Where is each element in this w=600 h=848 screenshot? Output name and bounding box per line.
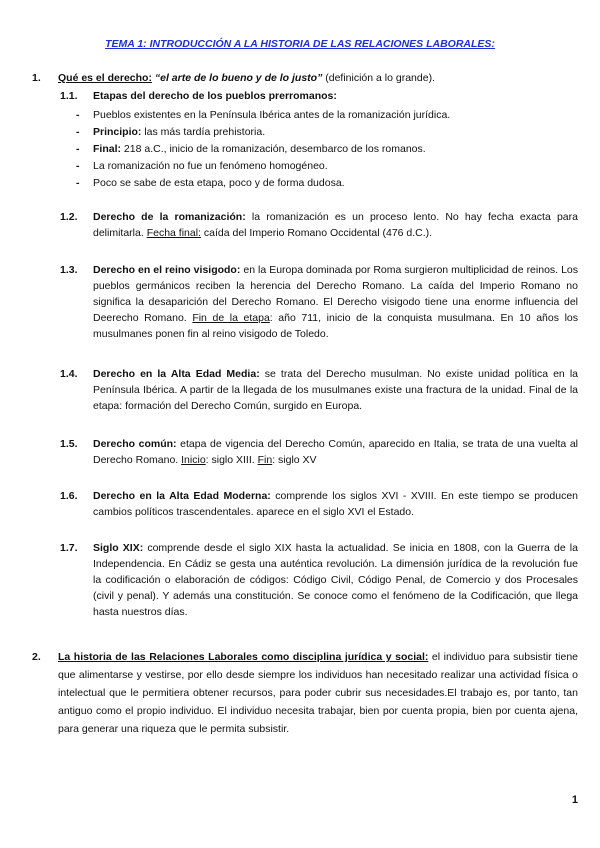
list-item: - Pueblos existentes en la Península Ibérica antes de la romanización jurídica.: [76, 109, 451, 121]
subsection-1-3: 1.3. Derecho en el reino visigodo: en la Europa dominada por Roma surgieron multiplicidad de reinos. Los pueblos germánicos reciben la herencia del Derecho Romano. La caída del Imperio Romano no significa la desaparición del Derecho Romano. El Derecho visigodo tiene una enorme influencia del Deerecho Romano. Fin de la etapa: año 711, inicio de la conquista musulmana. En 10 años los musulmanes ponen fin al reino visigodo de Toledo.: [60, 264, 579, 340]
subsection-number: 1.5.: [60, 438, 78, 450]
subsection-number: 1.6.: [60, 490, 78, 502]
section-number: 2.: [32, 651, 41, 663]
section-heading: Qué es el derecho:: [58, 72, 152, 84]
section-quote: “el arte de lo bueno y de lo justo”: [154, 72, 323, 84]
list-item: - La romanización no fue un fenómeno homogéneo.: [76, 160, 328, 172]
inline-underline: Fecha final:: [146, 227, 201, 239]
subsection-number: 1.1.: [60, 90, 78, 102]
section-number: 1.: [32, 72, 41, 84]
subsection-1-4: 1.4. Derecho en la Alta Edad Media: se trata del Derecho musulman. No existe unidad política en la Península Ibérica. A partir de la llegada de los musulmanes existe una fractura de la unidad. Final de la etapa: formación del Derecho Común, surgido en Europa.: [60, 368, 579, 412]
inline-underline: Inicio: [181, 454, 206, 466]
inline-underline: Fin de la etapa: [192, 312, 270, 324]
subsection-heading: Etapas del derecho de los pueblos prerromanos:: [93, 90, 337, 102]
inline-underline: Fin: [257, 454, 273, 466]
list-item: - Final: 218 a.C., inicio de la romanización, desembarco de los romanos.: [76, 143, 426, 155]
subsection-number: 1.3.: [60, 264, 78, 276]
subsection-number: 1.2.: [60, 211, 78, 223]
page-number: 1: [571, 794, 578, 806]
document-title: TEMA 1: INTRODUCCIÓN A LA HISTORIA DE LAS RELACIONES LABORALES:: [105, 38, 495, 50]
section-tail: (definición a lo grande).: [322, 72, 435, 84]
subsection-1-2: 1.2. Derecho de la romanización: la romanización es un proceso lento. No hay fecha exacta para delimitarla. Fecha final: caída del Imperio Romano Occidental (476 d.C.).: [60, 211, 578, 239]
subsection-1-6: 1.6. Derecho en la Alta Edad Moderna: comprende los siglos XVI - XVIII. En este tiempo se producen cambios políticos trascendentales. aparece en el siglo XVI el Estado.: [60, 490, 578, 518]
section-heading: La historia de las Relaciones Laborales como disciplina jurídica y social:: [58, 651, 429, 663]
subsection-1-7: 1.7. Siglo XIX: comprende desde el siglo XIX hasta la actualidad. Se inicia en 1808, con la Guerra de la Independencia. En Cádiz se gesta una auténtica revolución. La dimensión jurídica de la revolución fue la codificación o elaboración de códigos: Código Civil, Código Penal, de Comercio y dos Procesales (civil y penal). Y además una constitución. Se conoce como el fenómeno de la Codificación, que llega hasta nuestros días.: [60, 542, 578, 618]
subsection-heading: Derecho en el reino visigodo:: [93, 264, 241, 276]
subsection-number: 1.7.: [60, 542, 78, 554]
subsection-heading: Derecho en la Alta Edad Media:: [93, 368, 260, 380]
subsection-number: 1.4.: [60, 368, 78, 380]
section-1-heading: [32, 71, 577, 86]
list-item: - Poco se sabe de esta etapa, poco y de forma dudosa.: [76, 177, 345, 189]
list-item: - Principio: las más tardía prehistoria.: [76, 126, 266, 138]
subsection-heading: Derecho en la Alta Edad Moderna:: [93, 490, 271, 502]
bullet-list: [76, 107, 576, 192]
subsection-1-5: 1.5. Derecho común: etapa de vigencia del Derecho Común, aparecido en Italia, se trata de una vuelta al Derecho Romano. Inicio: siglo XIII. Fin: siglo XV: [60, 438, 578, 466]
subsection-heading: Derecho común:: [93, 438, 177, 450]
subsection-heading: Siglo XIX:: [93, 542, 144, 554]
subsection-heading: Derecho de la romanización:: [93, 211, 246, 223]
section-2: 2. La historia de las Relaciones Laborales como disciplina jurídica y social: el individuo para subsistir tiene que alimentarse y vestirse, por ello desde siempre los individuos han necesitado realizar una actividad física o intelectual que le permitiera obtener recursos, para poder cubrir sus necesidades.El trabajo es, por tanto, tan antiguo como el propio individuo. El individuo necesita trabajar, bien por cuenta propia, bien por cuenta ajena, para generar una riqueza que le permita subsistir.: [32, 648, 578, 738]
subsection-1-1: [60, 88, 578, 104]
